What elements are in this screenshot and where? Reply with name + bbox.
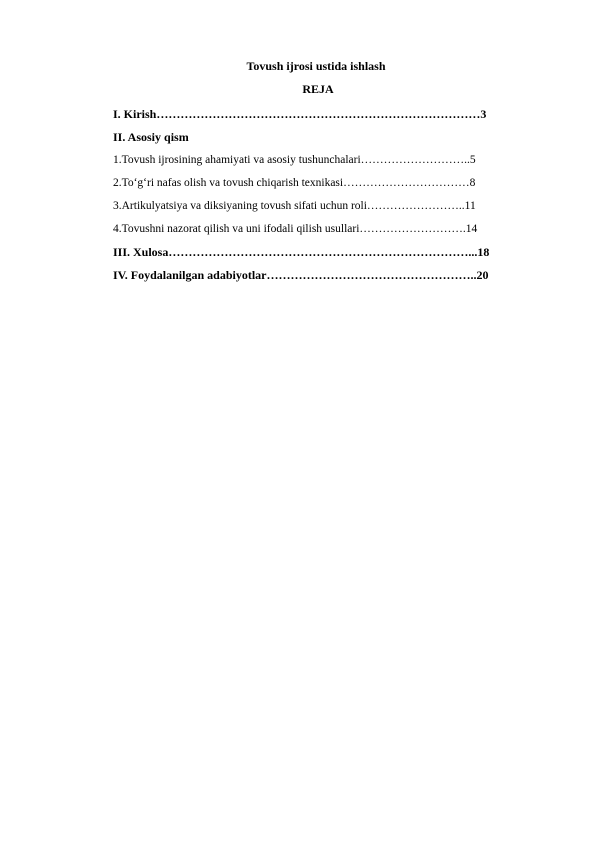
table-of-contents [113, 106, 558, 290]
toc-item-section-3: 3.Artikulyatsiya va diksiyaning tovush sifati uchun roli……………………..11 [113, 200, 476, 212]
toc-item-main-part: II. Asosiy qism [113, 130, 189, 144]
plan-heading: REJA [302, 82, 334, 96]
toc-item-section-4: 4.Tovushni nazorat qilish va uni ifodali qilish usullari……………………….14 [113, 223, 478, 235]
toc-item-references: IV. Foydalanilgan adabiyotlar……………………………………………..20 [113, 268, 489, 282]
toc-item-introduction: I. Kirish………………………………………………………………………3 [113, 107, 487, 121]
document-title: Tovush ijrosi ustida ishlash [246, 59, 386, 73]
toc-item-section-2: 2.To‘g‘ri nafas olish va tovush chiqarish texnikasi……………………………8 [113, 177, 476, 189]
toc-item-section-1: 1.Tovush ijrosining ahamiyati va asosiy tushunchalari………………………..5 [113, 154, 476, 166]
toc-item-conclusion: III. Xulosa…………………………………………………………………...18 [113, 245, 490, 259]
